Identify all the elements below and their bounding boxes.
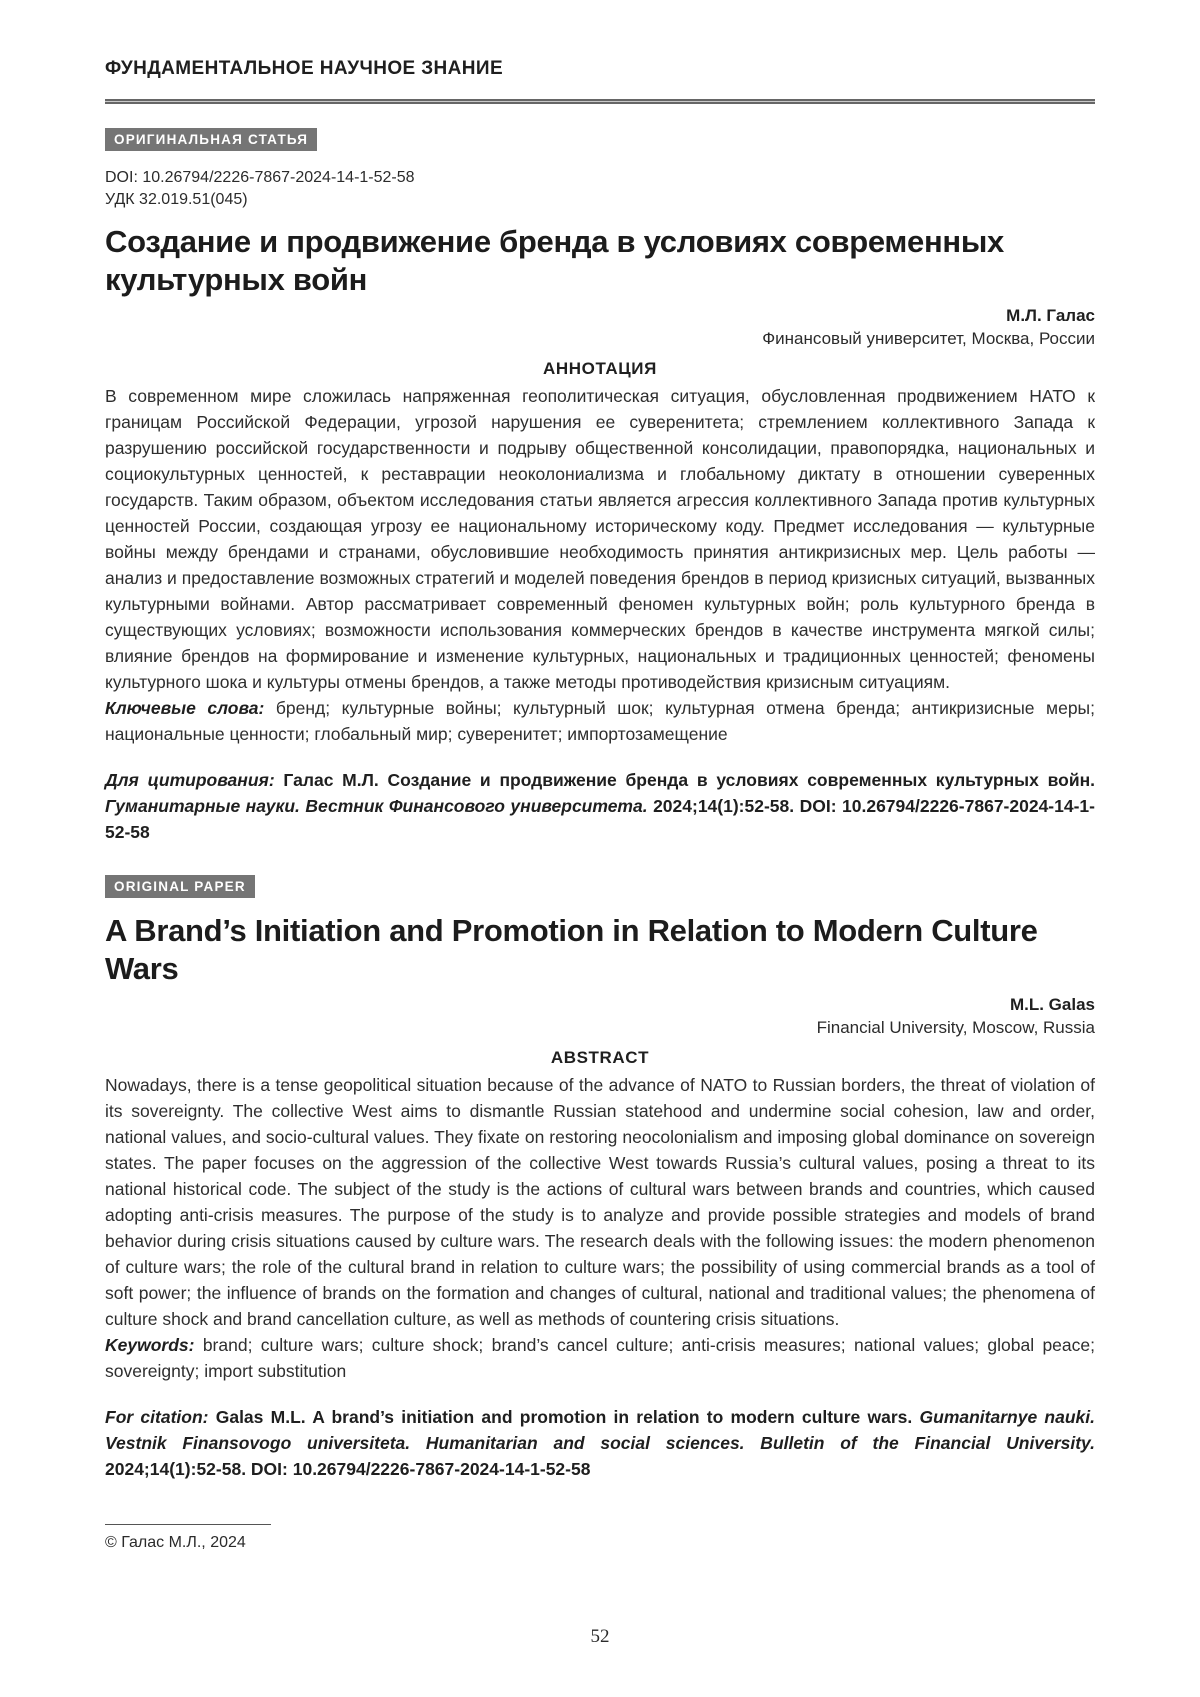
running-head: ФУНДАМЕНТАЛЬНОЕ НАУЧНОЕ ЗНАНИЕ	[105, 58, 504, 79]
byline-en	[105, 993, 1095, 1039]
author-affiliation-ru: Финансовый университет, Москва, России	[762, 329, 1095, 348]
byline-ru	[105, 304, 1095, 350]
russian-section	[105, 104, 1095, 845]
article-title-ru: Создание и продвижение бренда в условиях современных культурных войн	[105, 224, 1004, 297]
abstract-heading-ru: АННОТАЦИЯ	[543, 359, 657, 378]
citation-journal-ru: Гуманитарные науки. Вестник Финансового университета.	[105, 796, 648, 816]
citation-main-en: Galas M.L. A brand’s initiation and promotion in relation to modern culture wars.	[208, 1407, 920, 1427]
citation-label-en: For citation:	[105, 1407, 209, 1427]
author-affiliation-en: Financial University, Moscow, Russia	[816, 1018, 1095, 1037]
abstract-body-ru: В современном мире сложилась напряженная геополитическая ситуация, обусловленная продвижением НАТО к границам Российской Федерации, угрозой нарушения ее суверенитета; стремлением коллективного Запада к разрушению российской государственности и подрыву общественной консолидации, правопорядка, национальных и социокультурных ценностей, к реставрации неоколониализма и глобальному диктату в отношении суверенных государств. Таким образом, объектом исследования статьи является агрессия коллективного Запада против культурных ценностей России, создающая угрозу ее национальному историческому коду. Предмет исследования — культурные войны между брендами и странами, обусловившие необходимость принятия антикризисных мер. Цель работы — анализ и предоставление возможных стратегий и моделей поведения брендов в период кризисных ситуаций, вызванных культурными войнами. Автор рассматривает современный феномен культурных войн; роль культурного бренда в существующих условиях; возможности использования коммерческих брендов в качестве инструмента мягкой силы; влияние брендов на формирование и изменение культурных, национальных и традиционных ценностей; феномены культурного шока и культуры отмены брендов, а также методы противодействия кризисным ситуациям.	[105, 386, 1095, 692]
keywords-list-ru: бренд; культурные войны; культурный шок; культурная отмена бренда; антикризисные меры; национальные ценности; глобальный мир; суверенитет; импортозамещение	[105, 698, 1095, 744]
footnote-rule	[105, 1524, 271, 1525]
citation-label-ru: Для цитирования:	[105, 770, 275, 790]
udk-line: УДК 32.019.51(045)	[105, 191, 248, 208]
keywords-en	[105, 1332, 1095, 1384]
keywords-label-ru: Ключевые слова:	[105, 698, 265, 718]
identifiers-block	[105, 167, 1095, 211]
keywords-ru	[105, 695, 1095, 747]
article-title-en: A Brand’s Initiation and Promotion in Relation to Modern Culture Wars	[105, 913, 1038, 986]
keywords-label-en: Keywords:	[105, 1335, 195, 1355]
citation-tail-ru: 2024;14(1):52-58. DOI: 10.26794/2226-7867-2024-14-1-52-58	[105, 796, 1095, 842]
english-section	[105, 845, 1095, 1482]
abstract-heading-en: ABSTRACT	[550, 1048, 650, 1067]
article-type-badge-en: ORIGINAL PAPER	[105, 875, 255, 898]
abstract-body-en: Nowadays, there is a tense geopolitical situation because of the advance of NATO to Russian borders, the threat of violation of its sovereignty. The collective West aims to dismantle Russian statehood and undermine social cohesion, law and order, national values, and socio-cultural values. They fixate on restoring neocolonialism and imposing global dominance on sovereign states. The paper focuses on the aggression of the collective West towards Russia’s cultural values, posing a threat to its national historical code. The subject of the study is the actions of cultural wars between brands and countries, which caused adopting anti-crisis measures. The purpose of the study is to analyze and provide possible strategies and models of brand behavior during crisis situations caused by culture wars. The research deals with the following issues: the modern phenomenon of culture wars; the role of the cultural brand in relation to culture wars; the possibility of using commercial brands as a tool of soft power; the influence of brands on the formation and changes of cultural, national and traditional values; the phenomena of culture shock and brand cancellation culture, as well as methods of countering crisis situations.	[105, 1075, 1095, 1329]
article-type-badge-ru: ОРИГИНАЛЬНАЯ СТАТЬЯ	[105, 128, 317, 151]
author-name-en: M.L. Galas	[1009, 995, 1095, 1014]
citation-journal-en: Gumanitarnye nauki. Vestnik Finansovogo universiteta. Humanitarian and social sciences. Bulletin of the Financial University.	[105, 1407, 1095, 1453]
abstract-text-en	[105, 1072, 1095, 1332]
doi-line: DOI: 10.26794/2226-7867-2024-14-1-52-58	[105, 169, 415, 186]
copyright-line: © Галас М.Л., 2024	[105, 1534, 246, 1551]
author-name-ru: М.Л. Галас	[1006, 306, 1095, 325]
citation-tail-en: 2024;14(1):52-58. DOI: 10.26794/2226-7867-2024-14-1-52-58	[105, 1459, 591, 1479]
keywords-list-en: brand; culture wars; culture shock; brand’s cancel culture; anti-crisis measures; national values; global peace; sovereignty; import substitution	[105, 1335, 1095, 1381]
citation-ru	[105, 767, 1095, 845]
copyright-footer	[105, 1524, 271, 1552]
citation-main-ru: Галас М.Л. Создание и продвижение бренда в условиях современных культурных войн.	[274, 770, 1096, 790]
citation-en	[105, 1404, 1095, 1482]
page-number: 52	[590, 1626, 610, 1647]
abstract-text-ru	[105, 383, 1095, 695]
